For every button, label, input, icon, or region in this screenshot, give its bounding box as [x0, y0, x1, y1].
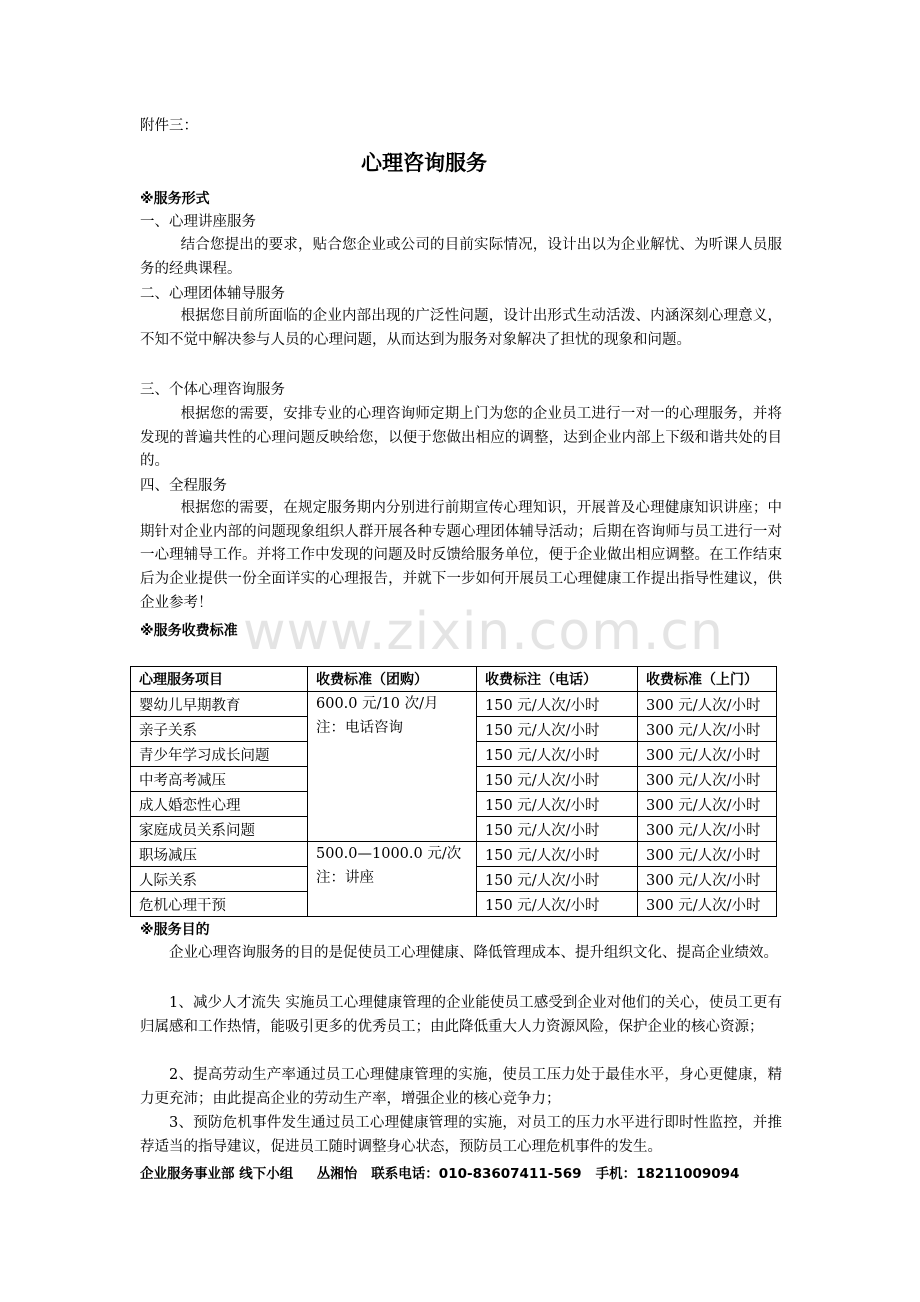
- purpose-heading: ※服务目的: [140, 922, 210, 938]
- row-item: 危机心理干预: [131, 892, 308, 917]
- row-phone: 150 元/人次/小时: [477, 817, 638, 842]
- section-body-2: 根据您目前所面临的企业内部出现的广泛性问题，设计出形式生动活泼、内涵深刻心理意义，不知不觉中解决参与人员的心理问题，从而达到为服务对象解决了担忧的现象和问题。: [140, 308, 782, 348]
- row-item: 成人婚恋性心理: [131, 792, 308, 817]
- row-visit: 300 元/人次/小时: [638, 842, 777, 867]
- row-item: 亲子关系: [131, 717, 308, 742]
- row-phone: 150 元/人次/小时: [477, 742, 638, 767]
- fee-table: [130, 666, 777, 917]
- purpose-intro: 企业心理咨询服务的目的是促使员工心理健康、降低管理成本、提升组织文化、提高企业绩效。: [169, 945, 778, 961]
- row-visit: 300 元/人次/小时: [638, 742, 777, 767]
- service-form-heading: ※服务形式: [140, 191, 210, 207]
- header-item: 心理服务项目: [131, 667, 308, 692]
- row-visit: 300 元/人次/小时: [638, 867, 777, 892]
- row-visit: 300 元/人次/小时: [638, 792, 777, 817]
- row-phone: 150 元/人次/小时: [477, 867, 638, 892]
- row-visit: 300 元/人次/小时: [638, 767, 777, 792]
- purpose-point-1: 1、减少人才流失 实施员工心理健康管理的企业能使员工感受到企业对他们的关心，使员工更有归属感和工作热情，能吸引更多的优秀员工；由此降低重大人力资源风险，保护企业的核心资源；: [140, 995, 782, 1035]
- attachment-label: 附件三：: [140, 118, 198, 134]
- section-body-3: 根据您的需要，安排专业的心理咨询师定期上门为您的企业员工进行一对一的心理服务，并将发现的普遍共性的心理问题反映给您，以便于您做出相应的调整，达到企业内部上下级和谐共处的目的。: [140, 406, 782, 470]
- table-row: [131, 692, 777, 717]
- row-phone: 150 元/人次/小时: [477, 692, 638, 717]
- group-note-1: 注：电话咨询: [316, 720, 403, 736]
- row-visit: 300 元/人次/小时: [638, 892, 777, 917]
- row-phone: 150 元/人次/小时: [477, 767, 638, 792]
- header-visit: 收费标准（上门）: [638, 667, 777, 692]
- row-phone: 150 元/人次/小时: [477, 792, 638, 817]
- row-item: 职场减压: [131, 842, 308, 867]
- section-heading-2: 二、心理团体辅导服务: [140, 286, 285, 302]
- table-header-row: [131, 667, 777, 692]
- fee-heading: ※服务收费标准: [140, 623, 238, 639]
- row-phone: 150 元/人次/小时: [477, 717, 638, 742]
- group-note-2: 注：讲座: [316, 870, 374, 886]
- row-item: 人际关系: [131, 867, 308, 892]
- header-phone: 收费标注（电话）: [477, 667, 638, 692]
- table-row: [131, 842, 777, 867]
- group-price-cell-1: [308, 692, 477, 842]
- page-title: 心理咨询服务: [361, 151, 487, 175]
- section-heading-3: 三、个体心理咨询服务: [140, 382, 285, 398]
- purpose-point-3: 3、预防危机事件发生通过员工心理健康管理的实施，对员工的压力水平进行即时性监控，并推荐适当的指导建议，促进员工随时调整身心状态，预防员工心理危机事件的发生。: [140, 1115, 782, 1155]
- group-price-cell-2: [308, 842, 477, 917]
- row-visit: 300 元/人次/小时: [638, 717, 777, 742]
- row-item: 青少年学习成长问题: [131, 742, 308, 767]
- watermark: www.zixin.com.cn: [243, 602, 724, 662]
- header-group: 收费标准（团购）: [308, 667, 477, 692]
- row-visit: 300 元/人次/小时: [638, 692, 777, 717]
- section-body-4: 根据您的需要，在规定服务期内分别进行前期宣传心理知识，开展普及心理健康知识讲座；中期针对企业内部的问题现象组织人群开展各种专题心理团体辅导活动；后期在咨询师与员工进行一对一心理辅导工作。并将工作中发现的问题及时反馈给服务单位，便于企业做出相应调整。在工作结束后为企业提供一份全面详实的心理报告，并就下一步如何开展员工心理健康工作提出指导性建议，供企业参考！: [140, 500, 782, 611]
- purpose-point-2: 2、提高劳动生产率通过员工心理健康管理的实施，使员工压力处于最佳水平，身心更健康，精力更充沛；由此提高企业的劳动生产率，增强企业的核心竞争力；: [140, 1067, 782, 1107]
- row-phone: 150 元/人次/小时: [477, 842, 638, 867]
- row-item: 婴幼儿早期教育: [131, 692, 308, 717]
- contact-footer: 企业服务事业部 线下小组 丛湘怡 联系电话：010-83607411-569 手机：18211009094: [140, 1166, 740, 1182]
- section-body-1: 结合您提出的要求，贴合您企业或公司的目前实际情况，设计出以为企业解忧、为听课人员服务的经典课程。: [140, 237, 782, 277]
- row-item: 家庭成员关系问题: [131, 817, 308, 842]
- group-rate-2: 500.0—1000.0 元/次: [316, 846, 462, 862]
- row-phone: 150 元/人次/小时: [477, 892, 638, 917]
- row-visit: 300 元/人次/小时: [638, 817, 777, 842]
- row-item: 中考高考减压: [131, 767, 308, 792]
- section-heading-1: 一、心理讲座服务: [140, 214, 256, 230]
- section-heading-4: 四、全程服务: [140, 478, 227, 494]
- group-rate-1: 600.0 元/10 次/月: [316, 696, 439, 712]
